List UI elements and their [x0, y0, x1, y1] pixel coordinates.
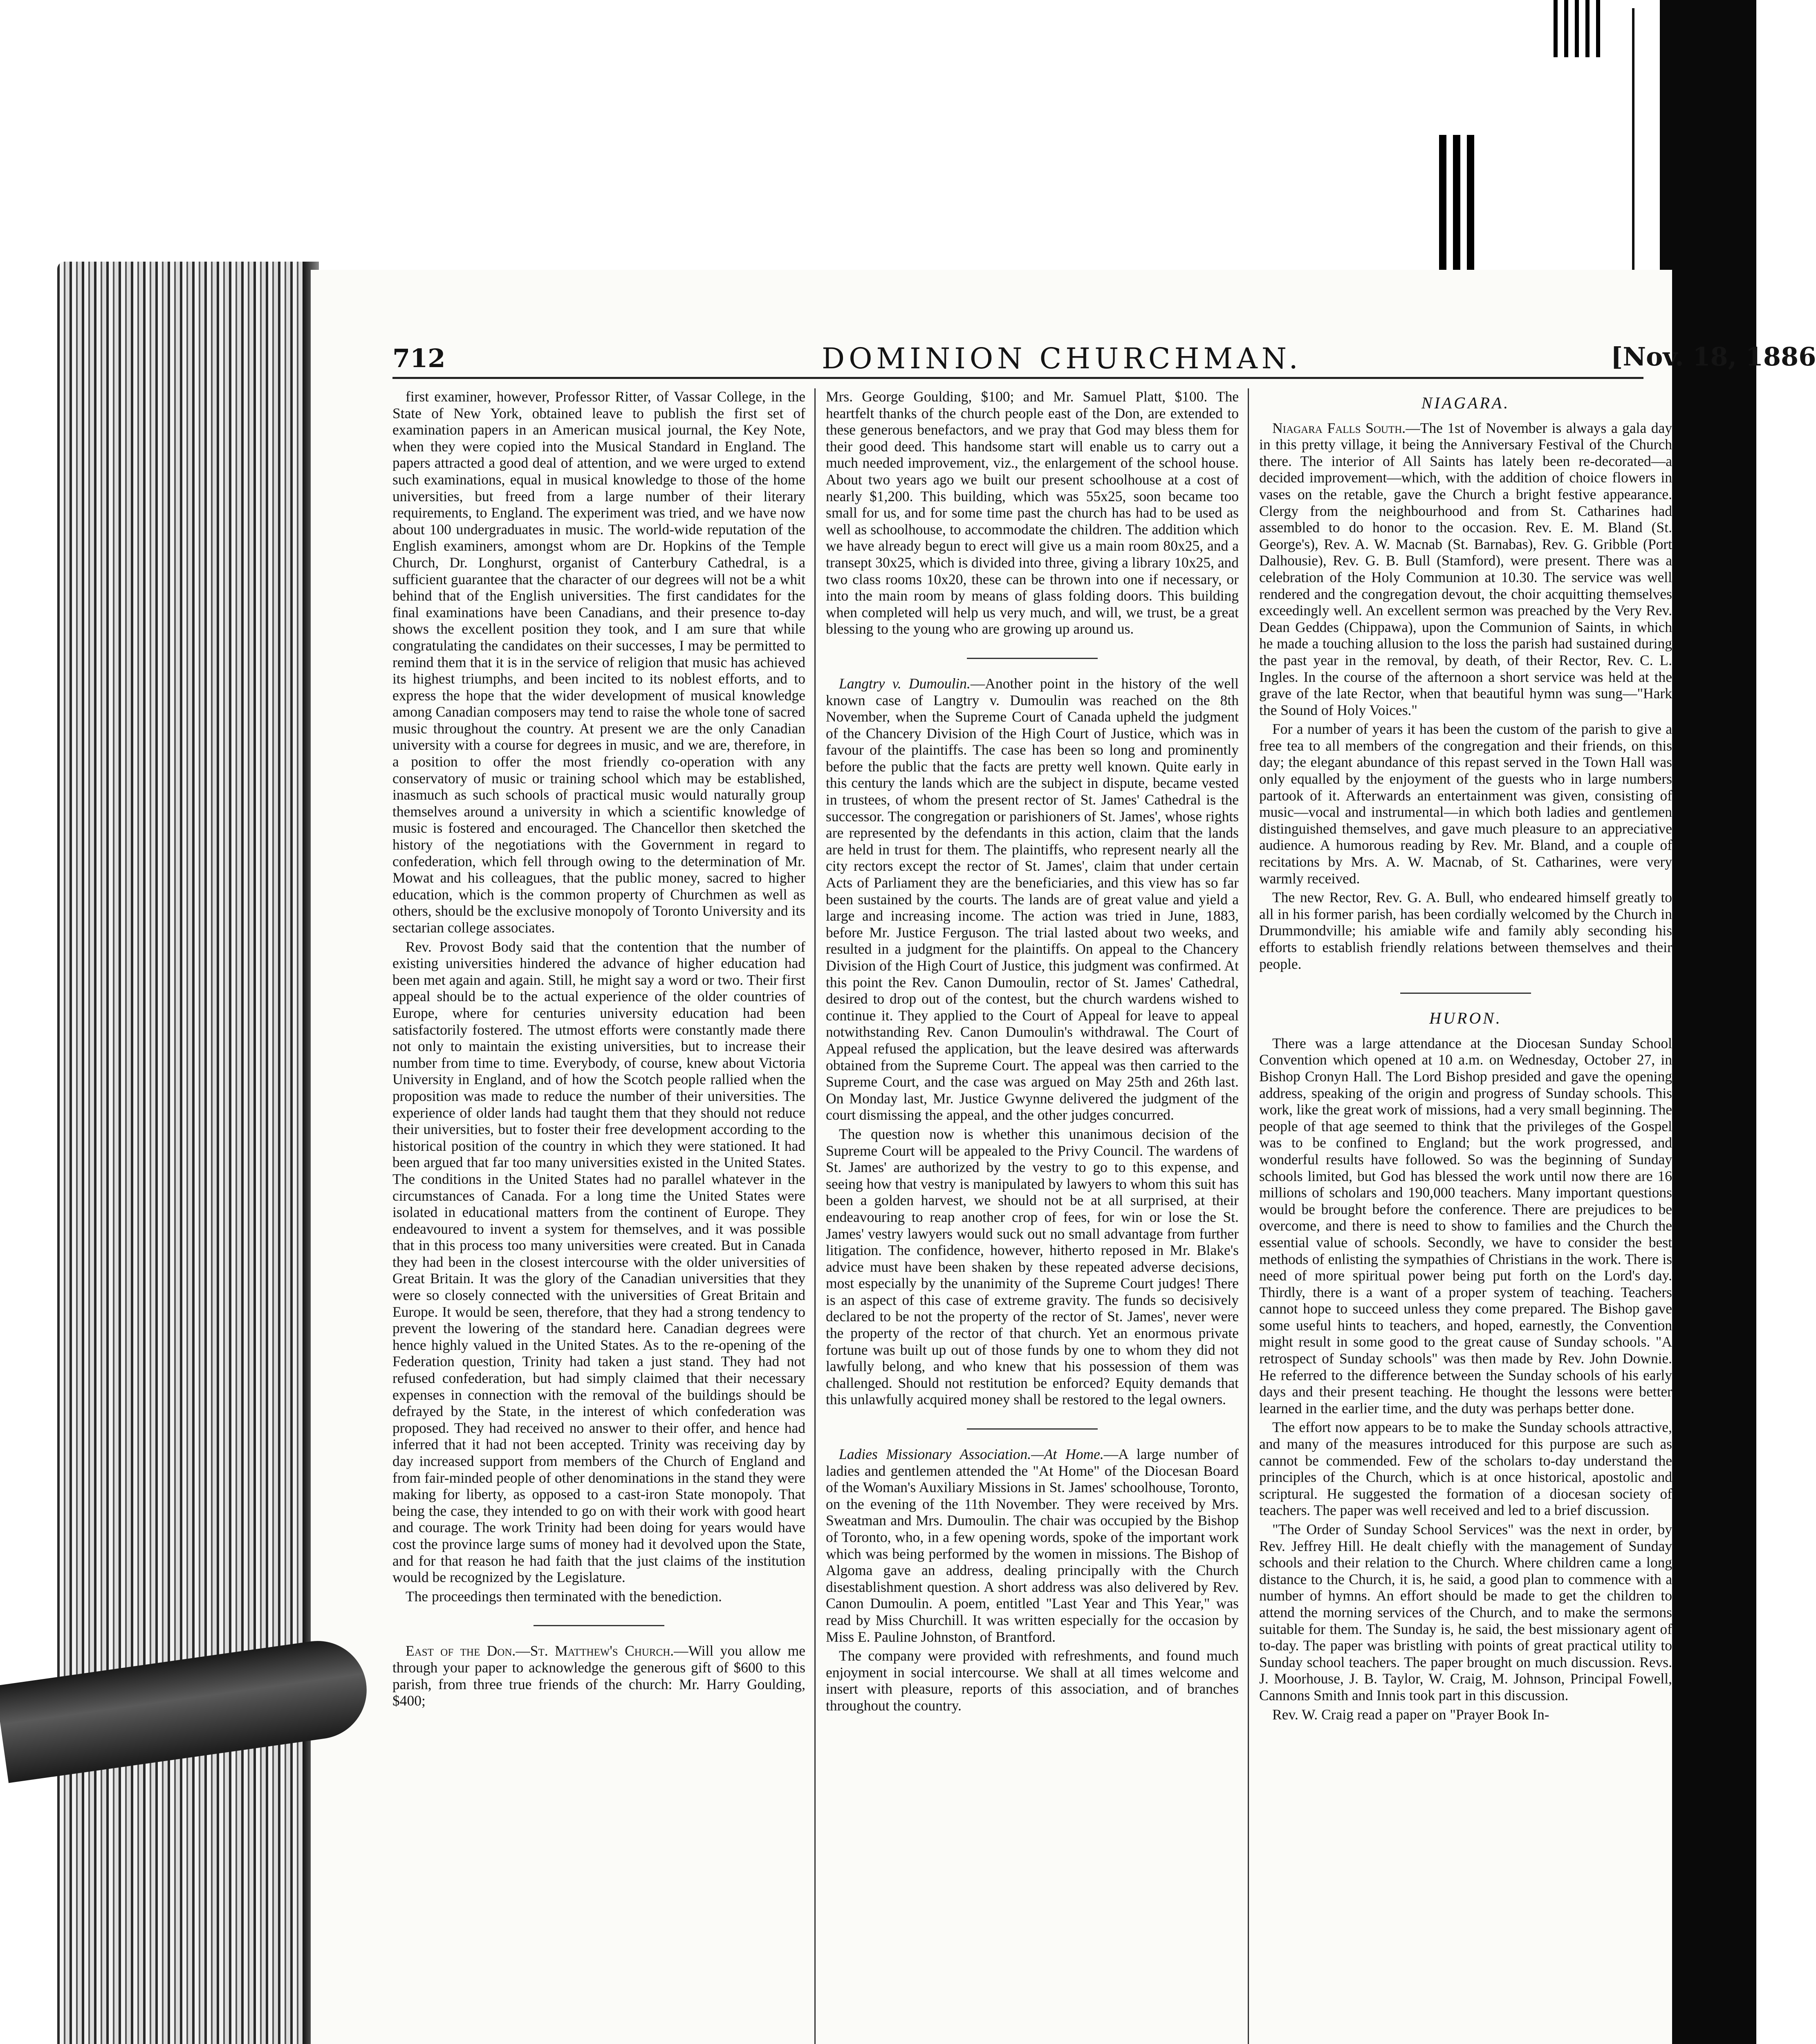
page-header [392, 331, 1816, 376]
article-text: —A large number of ladies and gentlemen attended the "At Home" of the Diocesan Board of the Woman's Auxiliary Missions in St. James' schoolhouse, Toronto, on the evening of the 11th November. They were received by Mrs. Sweatman and Mrs. Dumoulin. The chair was occupied by the Bishop of Toronto, who, in a few opening words, spoke of the important work which was being performed by the women in missions. The Bishop of Algoma gave an address, dealing principally with the Church disestablishment question. A short address was also delivered by Rev. Canon Dumoulin. A poem, entitled "Last Year and This Year," was read by Miss Churchill. It was written especially for the occasion by Miss E. Pauline Johnston, of Brantford. [826, 1446, 1239, 1645]
issue-date: [Nov. 18, 1886 [1611, 342, 1816, 372]
article-paragraph: first examiner, however, Professor Ritter, of Vassar College, in the State of New York, obtained leave to publish the first set of examination papers in an American musical journal, the Key Note, when they were copied into the Musical Standard in England. The papers attracted a good deal of attention, and we were urged to extend such examinations, equal in musical knowledge to those of the home universities, but freed from a large number of their literary requirements, to England. The experiment was tried, and we have now about 100 undergraduates in music. The world-wide reputation of the English examiners, amongst whom are Dr. Hopkins of the Temple Church, Dr. Longhurst, organist of Canterbury Cathedral, is a sufficient guarantee that the character of our degrees will not be a whit behind that of the English universities. The first candidates for the final examinations have been Canadians, and their presence to-day shows the excellent position they took, and I am sure that while congratulating the candidates on their successes, I may be permitted to remind them that it is in the service of religion that music has achieved its highest triumphs, and been incited to its noblest efforts, and to express the hope that the wider development of musical knowledge among Canadian composers may tend to raise the whole tone of sacred music throughout the country. At present we are the only Canadian university with a course for degrees in music, and we are, therefore, in a position to offer the most friendly co-operation with any conservatory of music or training school which may be established, inasmuch as such schools of practical music would naturally group themselves around a university in which a scientific knowledge of music is fostered and encouraged. The Chancellor then sketched the history of the negotiations with the Government in regard to confederation, which fell through owing to the determination of Mr. Mowat and his colleagues, that the public money, sacred to higher education, which is the common property of Churchmen as well as others, should be the exclusive monopoly of Toronto University and its sectarian college associates. [392, 388, 805, 936]
article-paragraph [392, 1643, 805, 1709]
article-paragraph: The proceedings then terminated with the benediction. [406, 1588, 722, 1605]
section-heading-huron: HURON. [1429, 1009, 1502, 1028]
scan-top-margin [0, 0, 1660, 49]
scan-right-background [1660, 0, 1756, 2044]
article-paragraph: For a number of years it has been the custom of the parish to give a free tea to all members of the congregation and their friends, on this day; the elegant abundance of this repast served in the Town Hall was only equalled by the enjoyment of the guests who in large numbers partook of it. Afterwards an entertainment was given, consisting of music—vocal and instrumental—in which both ladies and gentlemen distinguished themselves, and gave much pleasure to an appreciative audience. A humorous reading by Rev. Mr. Bland, and a couple of recitations by Mrs. A. W. Macnab, of St. Catharines, were very warmly received. [1259, 721, 1672, 887]
article-paragraph [1259, 420, 1672, 719]
article-paragraph: The effort now appears to be to make the Sunday schools attractive, and many of the measures introduced for this purpose are such as cannot be commended. Few of the scholars to-day understand the principles of the Church, which is at once historical, apostolic and scriptural. He suggested the formation of a diocesan society of teachers. The paper was well received and led to a brief discussion. [1259, 1419, 1672, 1519]
article-paragraph: The new Rector, Rev. G. A. Bull, who endeared himself greatly to all in his former parish, has been cordially welcomed by the Church in Drummondville; his amiable wife and family ably seconding his efforts to establish friendly relations between themselves and their people. [1259, 889, 1672, 972]
article-paragraph: "The Order of Sunday School Services" was the next in order, by Rev. Jeffrey Hill. He dealt chiefly with the management of Sunday schools and their relation to the Church. Where children came a long distance to the Church, it is, he said, a good plan to commence with a number of hymns. An effort should be made to get the children to attend the morning services of the Church, and to make the sermons suitable for them. The Sunday is, he said, the best missionary agent of to-day. The paper was bristling with points of great practical utility to Sunday school teachers. The paper brought on much discussion. Revs. J. Moorhouse, J. B. Taylor, W. Craig, M. Johnson, Principal Fowell, Cannons Smith and Innis took part in this discussion. [1259, 1521, 1672, 1703]
separator-rule [967, 658, 1098, 659]
page-number: 712 [392, 343, 446, 373]
journal-title: DOMINION CHURCHMAN. [822, 342, 1302, 375]
article-lead: Niagara Falls South. [1272, 419, 1406, 436]
column-1 [392, 388, 805, 1709]
article-paragraph: Rev. Provost Body said that the contention that the number of existing universities hindered the advance of higher education had been met again and again. Still, he might say a word or two. Their first appeal should be to the actual experience of the older countries of Europe, where for centuries university education had been satisfactorily fostered. The utmost efforts were constantly made there not only to maintain the existing universities, but to increase their number from time to time. Everybody, of course, knew about Victoria University in England, and of how the Scotch people rallied when the proposition was made to reduce the number of their universities. The experience of older lands had taught them that they should not reduce their universities, but to foster their free development according to the historical position of the country in which they were stationed. It had been argued that far too many universities existed in the United States. The conditions in the United States had no parallel whatever in the circumstances of Canada. For a long time the United States were isolated in educational matters from the continent of Europe. They endeavoured to invent a system for themselves, and it was possible that in this process too many universities were created. But in Canada they had been in the closest intercourse with the older universities of Great Britain. It was the glory of the Canadian universities that they were so closely connected with the universities of Great Britain and Europe. It would be seen, therefore, that they had a strong tendency to prevent the lowering of the standard here. Canadian degrees were hence highly valued in the United States. As to the re-opening of the Federation question, Trinity had taken a just stand. They had not refused confederation, but had simply claimed that their necessary expenses in connection with the removal of the buildings should be defrayed by the State, in the interest of which confederation was proposed. They had received no answer to their offer, and hence had inferred that it had not been accepted. Trinity was receiving day by day increased support from members of the Church of England and from fair-minded people of other denominations in the stand they were making for liberty, as opposed to a cast-iron State monopoly. That being the case, they intended to go on with their work with good heart and courage. The work Trinity had been doing for years would have cost the province large sums of money had it devolved upon the State, and for that reason he had faith that the just claims of the institution would be recognized by the Legislature. [392, 938, 805, 1586]
column-divider [1248, 388, 1249, 2044]
column-3 [1259, 388, 1672, 1723]
section-heading-niagara: NIAGARA. [1421, 394, 1510, 412]
article-text: —The 1st of November is always a gala day in this pretty village, it being the Anniversary Festival of the Church there. The interior of All Saints has lately been re-decorated—a decided improvement—which, with the addition of choice flowers in vases on the retable, gave the Church a bright festive appearance. Clergy from the neighbourhood and from St. Catharines had assembled to do honor to the occasion. Rev. E. M. Bland (St. George's), Rev. A. W. Macnab (St. Barnabas), Rev. G. Gribble (Port Dalhousie), Rev. G. B. Bull (Stamford), were present. There was a celebration of the Holy Communion at 10.30. The service was well rendered and the congregation devout, the choir acquitting themselves exceedingly well. An excellent sermon was preached by the Very Rev. Dean Geddes (Chippawa), upon the Communion of Saints, in which he made a touching allusion to the loss the parish had sustained during the past year in the removal, by death, of their Rector, Rev. C. L. Ingles. In the course of the afternoon a short service was held at the grave of the late Rector, when that beautiful hymn was sung—"Hark the Sound of Holy Voices." [1259, 419, 1672, 718]
column-2 [826, 388, 1239, 1714]
separator-rule [967, 1428, 1098, 1430]
column-divider [814, 388, 816, 2044]
separator-rule [1400, 993, 1531, 994]
article-text: —Another point in the history of the well known case of Langtry v. Dumoulin was reached on the 8th November, when the Supreme Court of Canada upheld the judgment of the Chancery Division of the High Court of Justice, which was in favour of the plaintiffs. The case has been so long and prominently before the public that the facts are pretty well known. Quite early in this century the lands which are the subject in dispute, became vested in trustees, of whom the present rector of St. James' Cathedral is the successor. The congregation or parishioners of St. James', whose rights are represented by the defendants in this action, claim that the lands are held in trust for them. The plaintiffs, who represent nearly all the city rectors except the rector of St. James', claim that under certain Acts of Parliament they are the beneficiaries, and this view has so far been sustained by the courts. The lands are of great value and yield a large and increasing income. The action was tried in June, 1883, before Mr. Justice Ferguson. The trial lasted about two weeks, and resulted in a judgment for the plaintiffs. On appeal to the Chancery Division of the High Court of Justice, this judgment was confirmed. At this point the Rev. Canon Dumoulin, rector of St. James' Cathedral, desired to drop out of the contest, but the church wardens wished to continue it. They applied to the Court of Appeal for leave to appeal notwithstanding Rev. Canon Dumoulin's withdrawal. The Court of Appeal refused the application, but the leave desired was afterwards obtained from the Supreme Court. The appeal was then carried to the Supreme Court, and the case was argued on May 25th and 26th last. On Monday last, Mr. Justice Gwynne delivered the judgment of the court dismissing the appeal, and the other judges concurred. [826, 675, 1239, 1123]
article-paragraph: There was a large attendance at the Diocesan Sunday School Convention which opened at 10 a.m. on Wednesday, October 27, in Bishop Cronyn Hall. The Lord Bishop presided and gave the opening address, speaking of the origin and progress of Sunday schools. This work, like the great work of missions, had a very small beginning. The people of that age seemed to think that the privileges of the Gospel was to be confined to England; but the work progressed, and wonderful results have followed. So was the beginning of Sunday schools limited, but God has blessed the work until now there are 16 millions of scholars and 190,000 teachers. Many important questions would be brought before the conference. There are prejudices to be overcome, and there is need to show to families and the Church the essential value of schools. Secondly, we have to consider the best methods of enlisting the sympathies of Christians in the work. There is need of more spiritual power being put forth on the Lord's day. Thirdly, there is a want of a proper system of teaching. Teachers cannot hope to succeed unless they come prepared. The Bishop gave some useful hints to teachers, and hoped, earnestly, the Convention might result in some good to the great cause of Sunday schools. "A retrospect of Sunday schools" was then made by Rev. John Downie. He referred to the difference between the Sunday schools of his early days and their present teaching. He thought the lessons were better learned in the earlier time, and the duty was perhaps better done. [1259, 1035, 1672, 1416]
article-paragraph: The question now is whether this unanimous decision of the Supreme Court will be appealed to the Privy Council. The wardens of St. James' are authorized by the vestry to go to this expense, and seeing how that vestry is manipulated by lawyers to whom this suit has been a golden harvest, we should not be at all surprised, at their endeavouring to reap another crop of fees, for win or lose the St. James' vestry lawyers would suck out no small advantage from further litigation. The confidence, however, hitherto reposed in Mr. Blake's advice must have been shaken by these repeated adverse decisions, most especially by the unanimity of the Supreme Court judges! There is an aspect of this case of extreme gravity. The funds so decisively declared to be not the property of the rector of St. James', never were the property of the rector of that church. Yet an enormous private fortune was built up out of those funds by one to whom they did not lawfully belong, and who knew that his possession of them was challenged. Should not restitution be enforced? Equity demands that this unlawfully acquired money shall be restored to the legal owners. [826, 1125, 1239, 1408]
scanner-calibration-bars-top [1554, 0, 1603, 57]
article-paragraph: Rev. W. Craig read a paper on "Prayer Book In- [1272, 1706, 1549, 1723]
article-lead: Langtry v. Dumoulin. [839, 675, 971, 692]
article-lead: East of the Don.—St. Matthew's Church. [406, 1643, 674, 1659]
book-page-edges [57, 262, 303, 2044]
article-paragraph [826, 675, 1239, 1123]
article-paragraph: The company were provided with refreshments, and found much enjoyment in social intercourse. We shall at all times welcome and insert with pleasure, reports of this association, and of branches throughout the country. [826, 1647, 1239, 1714]
article-lead: Ladies Missionary Association.—At Home. [839, 1446, 1104, 1463]
newspaper-page [311, 270, 1816, 2044]
separator-rule [534, 1625, 664, 1626]
header-rule [392, 377, 1643, 379]
article-paragraph [826, 1446, 1239, 1645]
article-paragraph: Mrs. George Goulding, $100; and Mr. Samuel Platt, $100. The heartfelt thanks of the church people east of the Don, are extended to these generous benefactors, and we pray that God may bless them for their good deed. This handsome start will enable us to carry out a much needed improvement, viz., the enlargement of the school house. About two years ago we built our present schoolhouse at a cost of nearly $1,200. This building, which was 55x25, soon became too small for us, and for some time past the church has had to be used as well as schoolhouse, to accommodate the children. The addition which we have already begun to erect will give us a main room 80x25, and a transept 30x25, which is divided into three, giving a library 10x25, and two class rooms 10x20, these can be thrown into one if necessary, or into the main room by means of glass folding doors. This building when completed will help us very much, and will, we trust, be a great blessing to the young who are growing up around us. [826, 388, 1239, 637]
article-text: —Will you allow me through your paper to acknowledge the generous gift of $600 to this parish, from three true friends of the church: Mr. Harry Goulding, $400; [392, 1643, 805, 1709]
